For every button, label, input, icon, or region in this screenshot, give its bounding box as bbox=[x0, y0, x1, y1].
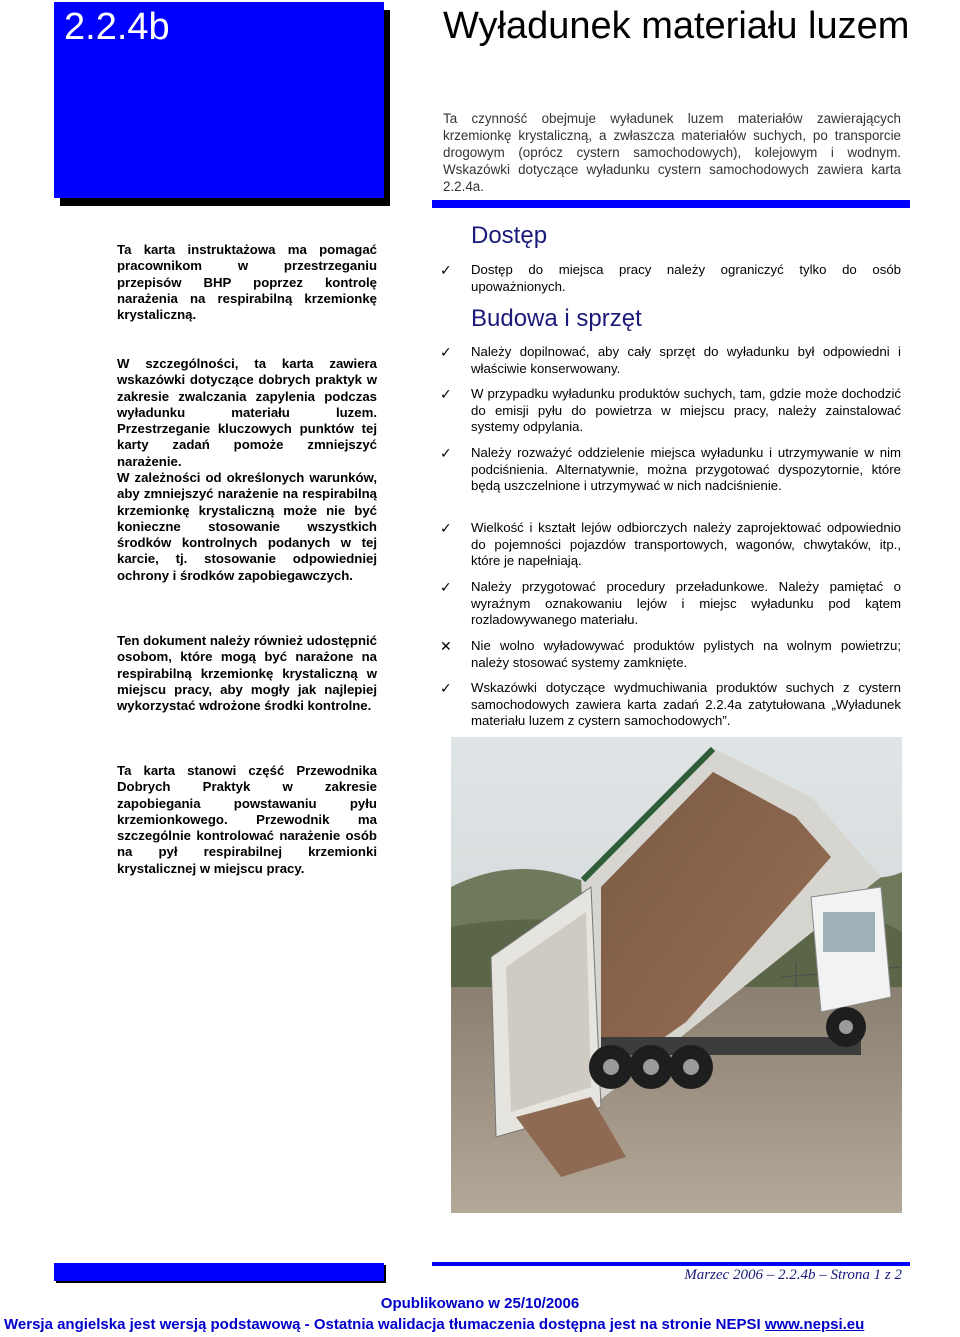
left-paragraph-scope: W szczególności, ta karta zawiera wskazówki dotyczące dobrych praktyk w zakresie zwalczania zapylenia podczas wyładunku materiału luzem. Przestrzeganie kluczowych punktów tej karty zadań pomoże zmniejszyć narażenie. bbox=[117, 356, 377, 469]
check-icon: ✓ bbox=[440, 386, 452, 402]
header-rule bbox=[432, 200, 910, 208]
published-date: Opublikowano w 25/10/2006 bbox=[380, 1295, 580, 1312]
translation-disclaimer bbox=[4, 1316, 960, 1333]
check-icon: ✓ bbox=[440, 262, 452, 278]
tipper-truck-photo bbox=[451, 737, 902, 1213]
list-item-text: Należy rozważyć oddzielenie miejsca wyładunku i utrzymywanie w nim podciśnienia. Alternatywnie, można przygotować dyspozytornie, które będą uszczelnione i utrzymywać w nich nadciśnienie. bbox=[471, 445, 901, 493]
page-title: Wyładunek materiału luzem bbox=[443, 5, 910, 47]
check-icon: ✓ bbox=[440, 579, 452, 595]
left-paragraph-guide: Ta karta stanowi część Przewodnika Dobrych Praktyk w zakresie zapobiegania powstawaniu pyłu krzemionkowego. Przewodnik ma szczególnie kontrolować narażenie osób na pył respirabilnej krzemionki krystalicznej w miejscu pracy. bbox=[117, 763, 377, 876]
list-item-text: Dostęp do miejsca pracy należy ograniczyć tylko do osób upoważnionych. bbox=[471, 262, 901, 294]
nepsi-link[interactable]: www.nepsi.eu bbox=[764, 1316, 865, 1333]
list-item-text: Nie wolno wyładowywać produktów pylistych na wolnym powietrzu; należy stosować systemy zamknięte. bbox=[471, 638, 901, 670]
list-item-text: Wielkość i kształt lejów odbiorczych należy zaprojektować odpowiednio do pojemności pojazdów transportowych, wagonów, chwytaków, itp., które je napełniają. bbox=[471, 520, 901, 568]
check-icon: ✓ bbox=[440, 680, 452, 696]
section-heading-equipment: Budowa i sprzęt bbox=[471, 305, 642, 332]
page-info: Marzec 2006 – 2.2.4b – Strona 1 z 2 bbox=[684, 1267, 902, 1283]
cross-icon: ✕ bbox=[440, 638, 452, 654]
left-paragraph-distribution: Ten dokument należy również udostępnić osobom, które mogą być narażone na respirabilną krzemionkę krystaliczną w miejscu pracy, aby mogły jak najlepiej wykorzystać wdrożone środki kontrolne. bbox=[117, 633, 377, 714]
check-icon: ✓ bbox=[440, 520, 452, 536]
section-heading-access: Dostęp bbox=[471, 222, 548, 249]
left-paragraph-purpose: Ta karta instruktażowa ma pomagać pracownikom w przestrzeganiu przepisów BHP poprzez kontrolę narażenia na respirabilną krzemionkę krystaliczną. bbox=[117, 242, 377, 323]
list-item-text: Należy przygotować procedury przeładunkowe. Należy pamiętać o wyraźnym oznakowaniu lejów i miejsc wyładunku pod kątem rozladowywanego materiału. bbox=[471, 579, 901, 627]
list-item-text: Wskazówki dotyczące wydmuchiwania produktów suchych z cystern samochodowych zawiera karta zadań 2.2.4a zatytułowana „Wyładunek materiału luzem z cystern samochodowych”. bbox=[471, 680, 901, 728]
footer-bar bbox=[54, 1263, 384, 1281]
check-icon: ✓ bbox=[440, 445, 452, 461]
check-icon: ✓ bbox=[440, 344, 452, 360]
left-paragraph-conditions: W zależności od określonych warunków, aby zmniejszyć narażenie na respirabilną krzemionkę krystaliczną może nie być konieczne stosowanie wszystkich środków kontrolnych podanych w tej karcie, tj. stosowanie odpowiedniej ochrony i środków zapobiegawczych. bbox=[117, 470, 377, 583]
disclaimer-text: Wersja angielska jest wersją podstawową - Ostatnia walidacja tłumaczenia dostępna jest na stronie NEPSI bbox=[4, 1316, 761, 1333]
footer-rule bbox=[432, 1262, 910, 1266]
list-item-text: Należy dopilnować, aby cały sprzęt do wyładunku był odpowiedni i właściwie konserwowany. bbox=[471, 344, 901, 376]
card-code: 2.2.4b bbox=[64, 6, 170, 48]
intro-paragraph: Ta czynność obejmuje wyładunek luzem materiałów zawierających krzemionkę krystaliczną, a zwłaszcza materiałów suchych, po transporcie drogowym (oprócz cystern samochodowych), kolejowym i wodnym. Wskazówki dotyczące wyładunku cystern samochodowych zawiera karta 2.2.4a. bbox=[443, 111, 901, 194]
list-item-text: W przypadku wyładunku produktów suchych, tam, gdzie może dochodzić do emisji pyłu do powietrza w miejscu pracy, należy zainstalować systemy odpylania. bbox=[471, 386, 901, 434]
